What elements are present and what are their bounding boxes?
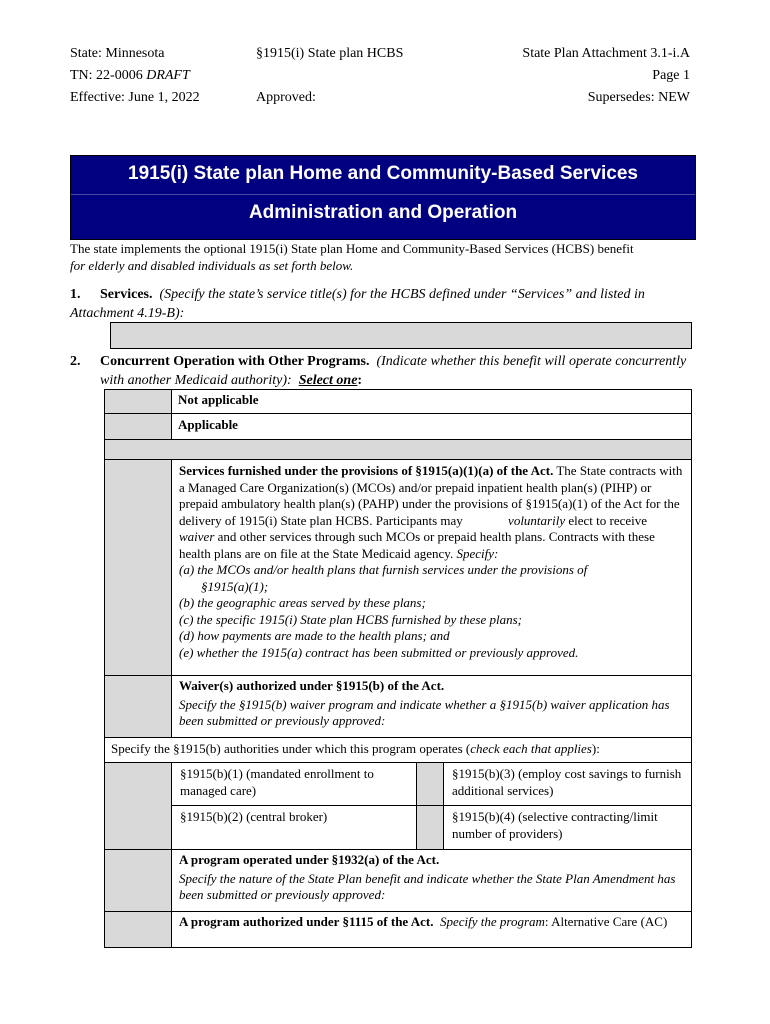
a1a-cell bbox=[171, 459, 692, 676]
select-one-label: Select one bbox=[298, 373, 358, 388]
effective-date: Effective: June 1, 2022 bbox=[70, 90, 200, 105]
title-banner bbox=[70, 155, 696, 240]
applicable-label: Applicable bbox=[171, 413, 692, 440]
section1-number: 1. bbox=[70, 287, 81, 302]
plan-title: §1915(i) State plan HCBS bbox=[256, 46, 404, 61]
page-number: Page 1 bbox=[652, 68, 690, 83]
waiver-b-title: Waiver(s) authorized under §1915(b) of the Act. bbox=[179, 678, 445, 693]
b2-option: §1915(b)(2) (central broker) bbox=[171, 805, 417, 850]
a1a-item-c: (c) the specific 1915(i) State plan HCBS furnished by these plans; bbox=[179, 611, 522, 627]
b1-option: §1915(b)(1) (mandated enrollment to managed care) bbox=[171, 762, 417, 806]
section1-instruction-a: (Specify the state’s service title(s) for the HCBS defined under “Services” and listed in bbox=[159, 287, 645, 302]
authorities-left-shade bbox=[104, 762, 172, 850]
section1-title: Services. bbox=[100, 287, 153, 302]
attachment-label: State Plan Attachment 3.1-i.A bbox=[522, 46, 690, 61]
a1a-item-e: (e) whether the 1915(a) contract has been submitted or previously approved. bbox=[179, 644, 579, 660]
b3-checkbox[interactable] bbox=[416, 762, 444, 806]
s1932-title: A program operated under §1932(a) of the Act. bbox=[179, 852, 440, 867]
tn-status: DRAFT bbox=[146, 68, 190, 83]
a1a-item-d: (d) how payments are made to the health plans; and bbox=[179, 628, 450, 643]
s1115-cell bbox=[171, 911, 692, 948]
waiver-b-checkbox[interactable] bbox=[104, 675, 172, 738]
a1a-item-a2: §1915(a)(1); bbox=[201, 578, 269, 594]
b4-checkbox[interactable] bbox=[416, 805, 444, 850]
section2-title: Concurrent Operation with Other Programs. bbox=[100, 354, 370, 369]
authorities-prompt-italic: check each that applies bbox=[470, 741, 592, 756]
b4-option: §1915(b)(4) (selective contracting/limit number of providers) bbox=[443, 805, 692, 850]
select-colon: : bbox=[357, 373, 363, 388]
applicable-spacer-row bbox=[104, 439, 692, 460]
header-left bbox=[70, 43, 200, 109]
section2-number: 2. bbox=[70, 354, 81, 369]
authorities-prompt bbox=[104, 737, 692, 763]
intro-line1: The state implements the optional 1915(i) State plan Home and Community-Based Services (HCBS) benefit bbox=[70, 241, 634, 256]
intro-text bbox=[70, 240, 700, 274]
a1a-checkbox[interactable] bbox=[104, 459, 172, 676]
banner-title-line2: Administration and Operation bbox=[248, 202, 518, 223]
waiver-b-instruction: Specify the §1915(b) waiver program and indicate whether a §1915(b) waiver application has been submitted or previously approved: bbox=[179, 696, 670, 728]
s1115-instruction: Specify the program bbox=[439, 914, 545, 929]
a1a-body1: The State contracts with a Managed Care Organization(s) (MCOs) and/or prepaid inpatient health plan(s) (PIHP) or prepaid ambulatory health plan(s) (PAHP) under the provisions of §1915(a)(1) of the Act for the delivery of 1915(i) State plan HCBS. Participants may bbox=[179, 463, 683, 528]
tn-number: TN: 22-0006 bbox=[70, 68, 143, 83]
header-right bbox=[522, 43, 690, 109]
tn-label bbox=[70, 65, 200, 87]
section1-instruction-b: Attachment 4.19-B): bbox=[70, 306, 185, 321]
intro-line2: for elderly and disabled individuals as set forth below. bbox=[70, 258, 354, 273]
authorities-prompt-end: ): bbox=[591, 741, 600, 756]
s1115-checkbox[interactable] bbox=[104, 911, 172, 948]
header-center bbox=[256, 43, 403, 109]
banner-title-line1: 1915(i) State plan Home and Community-Based Services bbox=[128, 163, 638, 184]
section2-text bbox=[100, 352, 720, 371]
section2-instruction-b: with another Medicaid authority): bbox=[100, 373, 292, 388]
a1a-title: Services furnished under the provisions of §1915(a)(1)(a) of the Act. bbox=[179, 463, 554, 478]
s1115-value: : Alternative Care (AC) bbox=[544, 914, 668, 929]
waiver-b-cell bbox=[171, 675, 692, 738]
s1932-checkbox[interactable] bbox=[104, 849, 172, 912]
approved-label: Approved: bbox=[256, 90, 316, 105]
section1-text bbox=[100, 285, 700, 304]
applicable-checkbox[interactable] bbox=[104, 413, 172, 440]
a1a-specify: Specify: bbox=[456, 545, 499, 561]
authorities-prompt-text: Specify the §1915(b) authorities under which this program operates ( bbox=[111, 741, 471, 756]
s1932-instruction: Specify the nature of the State Plan benefit and indicate whether the State Plan Amendment has been submitted or previously approved: bbox=[179, 870, 676, 902]
section2-instruction-a: (Indicate whether this benefit will operate concurrently bbox=[376, 354, 687, 369]
a1a-elect: elect to receive bbox=[565, 512, 648, 528]
services-input-field[interactable] bbox=[110, 322, 692, 349]
b3-option: §1915(b)(3) (employ cost savings to furnish additional services) bbox=[443, 762, 692, 806]
a1a-waiver: waiver bbox=[179, 529, 215, 544]
not-applicable-label: Not applicable bbox=[171, 389, 692, 414]
state-label: State: Minnesota bbox=[70, 46, 165, 61]
not-applicable-checkbox[interactable] bbox=[104, 389, 172, 414]
a1a-item-b: (b) the geographic areas served by these plans; bbox=[179, 595, 426, 610]
s1932-cell bbox=[171, 849, 692, 912]
banner-divider bbox=[71, 194, 695, 195]
a1a-voluntarily: voluntarily bbox=[508, 512, 566, 528]
section2-instruction-line2 bbox=[100, 371, 362, 390]
supersedes-label: Supersedes: NEW bbox=[587, 90, 690, 105]
a1a-item-a: (a) the MCOs and/or health plans that furnish services under the provisions of bbox=[179, 562, 588, 577]
s1115-title: A program authorized under §1115 of the Act. bbox=[179, 914, 434, 929]
a1a-body2: and other services through such MCOs or prepaid health plans. Contracts with these health plans are on file at the State Medicaid agency. bbox=[179, 529, 655, 561]
